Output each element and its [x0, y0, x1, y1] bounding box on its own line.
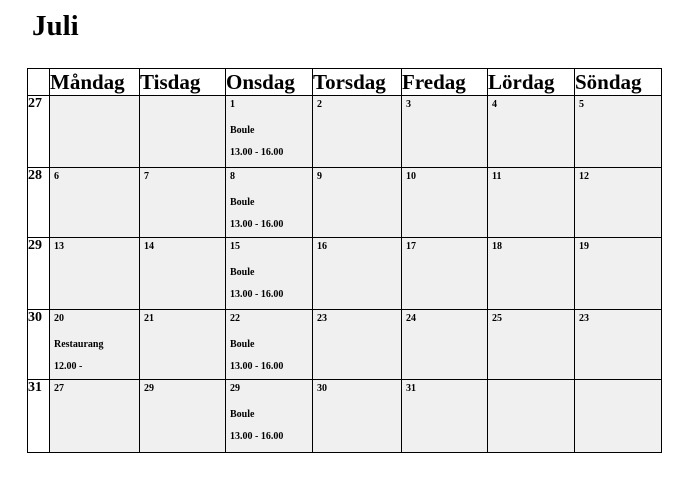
day-cell[interactable] — [488, 238, 575, 310]
day-cell[interactable] — [488, 310, 575, 380]
date-number: 22 — [230, 313, 240, 324]
day-cell[interactable] — [140, 168, 226, 238]
date-number: 18 — [492, 241, 502, 252]
week-number: 29 — [28, 238, 50, 310]
date-number: 27 — [54, 383, 64, 394]
date-number: 1 — [230, 99, 235, 110]
date-number: 12 — [579, 171, 589, 182]
corner-cell — [28, 69, 50, 96]
date-number: 21 — [144, 313, 154, 324]
event-time: 13.00 - 16.00 — [230, 361, 284, 372]
event-time: 13.00 - 16.00 — [230, 147, 284, 158]
day-cell[interactable] — [402, 96, 488, 168]
day-cell[interactable] — [575, 310, 662, 380]
date-number: 11 — [492, 171, 502, 182]
event-time: 13.00 - 16.00 — [230, 219, 284, 230]
day-cell[interactable] — [140, 380, 226, 453]
day-cell[interactable] — [313, 168, 402, 238]
day-cell[interactable] — [50, 380, 140, 453]
event-name: Restaurang — [54, 339, 104, 350]
day-cell[interactable] — [488, 168, 575, 238]
week-number: 28 — [28, 168, 50, 238]
day-cell[interactable] — [575, 96, 662, 168]
day-cell[interactable] — [140, 96, 226, 168]
day-cell[interactable] — [402, 168, 488, 238]
date-number: 30 — [317, 383, 327, 394]
day-cell[interactable] — [226, 380, 313, 453]
date-number: 29 — [144, 383, 154, 394]
date-number: 15 — [230, 241, 240, 252]
event-name: Boule — [230, 409, 255, 420]
week-row — [28, 168, 662, 238]
day-header-saturday: Lördag — [488, 69, 575, 96]
day-header-friday: Fredag — [402, 69, 488, 96]
day-cell[interactable] — [50, 168, 140, 238]
day-header-thursday: Torsdag — [313, 69, 402, 96]
date-number: 23 — [579, 313, 589, 324]
event-name: Boule — [230, 125, 255, 136]
week-number: 27 — [28, 96, 50, 168]
week-row — [28, 380, 662, 453]
calendar-table — [27, 68, 662, 453]
date-number: 14 — [144, 241, 154, 252]
day-cell[interactable] — [313, 380, 402, 453]
day-cell[interactable] — [140, 310, 226, 380]
event-time: 12.00 - — [54, 361, 83, 372]
date-number: 8 — [230, 171, 235, 182]
day-cell[interactable] — [313, 96, 402, 168]
date-number: 19 — [579, 241, 589, 252]
day-cell[interactable] — [226, 310, 313, 380]
day-header-tuesday: Tisdag — [140, 69, 226, 96]
week-row — [28, 310, 662, 380]
date-number: 7 — [144, 171, 149, 182]
date-number: 29 — [230, 383, 240, 394]
date-number: 24 — [406, 313, 416, 324]
date-number: 16 — [317, 241, 327, 252]
event-name: Boule — [230, 267, 255, 278]
event-name: Boule — [230, 197, 255, 208]
event-time: 13.00 - 16.00 — [230, 431, 284, 442]
day-cell[interactable] — [226, 168, 313, 238]
date-number: 4 — [492, 99, 497, 110]
day-cell[interactable] — [140, 238, 226, 310]
day-cell[interactable] — [575, 380, 662, 453]
date-number: 23 — [317, 313, 327, 324]
day-cell[interactable] — [313, 310, 402, 380]
date-number: 13 — [54, 241, 64, 252]
week-number: 30 — [28, 310, 50, 380]
date-number: 10 — [406, 171, 416, 182]
day-cell[interactable] — [226, 96, 313, 168]
date-number: 6 — [54, 171, 59, 182]
day-cell[interactable] — [50, 238, 140, 310]
date-number: 2 — [317, 99, 322, 110]
date-number: 20 — [54, 313, 64, 324]
day-cell[interactable] — [488, 96, 575, 168]
day-cell[interactable] — [313, 238, 402, 310]
event-name: Boule — [230, 339, 255, 350]
day-cell[interactable] — [50, 310, 140, 380]
date-number: 31 — [406, 383, 416, 394]
date-number: 5 — [579, 99, 584, 110]
week-row — [28, 96, 662, 168]
day-cell[interactable] — [575, 168, 662, 238]
day-header-monday: Måndag — [50, 69, 140, 96]
month-title: Juli — [32, 10, 79, 42]
day-cell[interactable] — [488, 380, 575, 453]
day-cell[interactable] — [402, 238, 488, 310]
day-cell[interactable] — [402, 380, 488, 453]
day-cell[interactable] — [402, 310, 488, 380]
week-row — [28, 238, 662, 310]
date-number: 25 — [492, 313, 502, 324]
week-number: 31 — [28, 380, 50, 453]
day-header-sunday: Söndag — [575, 69, 662, 96]
date-number: 3 — [406, 99, 411, 110]
header-row — [28, 69, 662, 96]
day-cell[interactable] — [50, 96, 140, 168]
event-time: 13.00 - 16.00 — [230, 289, 284, 300]
day-cell[interactable] — [575, 238, 662, 310]
date-number: 17 — [406, 241, 416, 252]
date-number: 9 — [317, 171, 322, 182]
day-header-wednesday: Onsdag — [226, 69, 313, 96]
day-cell[interactable] — [226, 238, 313, 310]
